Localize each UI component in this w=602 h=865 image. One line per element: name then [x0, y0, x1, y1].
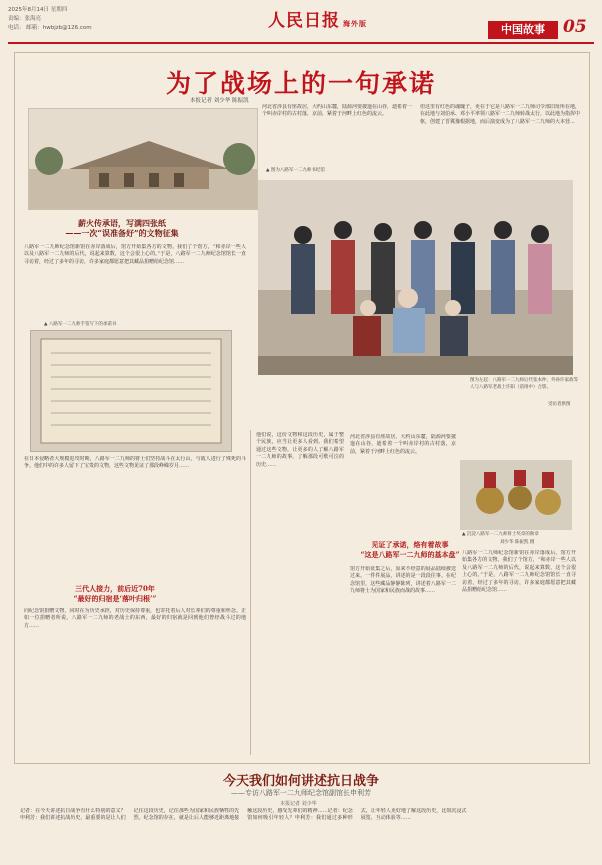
column3-text: 河北省涉县有座故居，大约山东麓，陆源河要披迤在山谷，迪希着一个叫赤岸村的古村落，京前，紧着于河畔上红色的流云。 [350, 434, 456, 455]
editor-line: 责编：张海亮 [8, 16, 42, 22]
group-photo [258, 180, 573, 375]
newspaper-logo: 人民日报 海外版 [268, 11, 367, 31]
group-photo-credit: 受访者供图 [548, 402, 571, 407]
group-photo-caption: 图为左起：八路军一二九师后代张本仲、外孙许家政等人与八路军老战士许阳（前排中）合影。 [470, 378, 578, 390]
logo-sub: 海外版 [343, 19, 367, 28]
document-photo-art [31, 331, 231, 451]
column4-text: 八路军一二九师纪念馆新馆在赤岸落成后，馆方开始集各方的文物。我们了个馆方，“和赤岸一些人以及八路军一二九师的后代，说起来算数，这个会很上心的。”于是，八路军一二九师纪念馆馆长一直寻访着，经过了多年的寻访，许多家庭都愿意把其藏品捐赠给纪念馆…… [462, 550, 576, 594]
interview-title: 今天我们如何讲述抗日战争 [222, 774, 379, 789]
museum-photo [28, 108, 258, 210]
medal-photo [460, 460, 572, 530]
section3-text: 馆方开始征集之后，原来不经意的展品陆续被送过来。一件件展品，讲述的是一段段往事。在纪念馆里，这些藏品静静陈列，讲述着八路军一二九师将士为国家和民族而战的故事…… [350, 566, 456, 595]
section1-text: 八路军一二九师纪念馆新馆在赤岸落成后，馆方开始集各方的文物。我们了个馆方，“和赤岸一些人以及八路军一二九师的后代，说起来算数，这个会很上心的。”于是，八路军一二九师纪念馆馆长一直寻访着，经过了多年的寻访，许多家庭都愿意把其藏品捐赠给纪念馆…… [24, 244, 246, 265]
section1-heading: 薪火传承语，写满四张纸 ——一次“误准备好”的文物征集 [65, 218, 179, 238]
lede-paragraph: 河北省涉县有座故居，大约山东麓，陆源河要披迤在山谷，迪希着一个叫赤岸村的古村落，京前，紧着于河畔上红色的流云。 [262, 104, 412, 118]
group-photo-art [258, 180, 573, 375]
museum-photo-art [29, 109, 257, 209]
medal-photo-art [460, 460, 572, 530]
header-rule [8, 42, 594, 44]
lede-paragraph-2: 但这里有红色的魂魄子，更在于它是八路军一二九师司令部旧址所在地，在此地与刘伯承、邓小平率领八路军一二九师转战太行，以此地为指挥中枢，创建了晋冀豫根据地，而后演变成为了八路军一二九师的大本营... [420, 104, 580, 125]
document-photo-caption: ▲ 八路军一二九师手签写下的承诺书 [44, 322, 117, 327]
interview-subtitle: ——专访八路军一二九师纪念馆副馆长申利芳 [231, 789, 371, 797]
document-photo [30, 330, 232, 452]
interview-byline: 本报记者 刘少华 [280, 801, 317, 807]
medal-caption: ▲ 沉淀八路军一二九师将士奖章的勋章 [462, 532, 539, 537]
section2-text: 向纪念馆捐赠文物，同时在为历史承担，对历史保持尊重，也寄托着后人对长辈们的尊重和怀念。正如一位捐赠者所说，八路军一二九师的老战士的东西，最好的归宿就是回到他们曾经战斗过的地方…… [24, 608, 246, 629]
header-meta [8, 6, 92, 33]
page-number: 05 [563, 17, 587, 37]
section3-heading: 见证了承诺，烙有着故事 “这是八路军一二九师的基本盘” [360, 540, 460, 559]
section2-heading: 三代人接力，前后近70年 “最好的归宿是‘落叶归根’” [73, 584, 157, 603]
interview-text: 记者：在今天讲述抗日战争有什么特别的意义？申利芳：我们讲述抗战历史，最重要的是让人们记住这段历史，记住那些为国家和民族牺牲的先烈。纪念馆的存在，就是让后人能够近距离地接触这段历史，感受先辈们的精神……记者：纪念馆如何吸引年轻人？申利芳：我们通过多种形式，让年轻人更好地了解这段历史，比如沉浸式展览、互动体验等…… [20, 808, 467, 822]
column-tag: 中国故事 [488, 21, 558, 39]
column2-text: 他们说，这份文物和这段历史，属于整个民族，应当让更多人看到。我们希望通过这些文物，让更多的人了解八路军一二九师的故事，了解那段可歌可泣的历史…… [256, 432, 344, 468]
article-byline: 本报记者 刘少华 陈振凯 [190, 98, 249, 104]
museum-photo-caption: ▲ 图为八路军一二九师书纪馆 [266, 168, 325, 173]
email-line: 邮箱：hwbjzb@126.com [26, 25, 92, 31]
date-line: 2025年8月14日 星期四 [8, 7, 68, 13]
phone-line: 电话： [8, 25, 25, 31]
medal-credit: 刘少华 陈振凯 摄 [500, 540, 535, 545]
page-header [0, 0, 602, 46]
column-rule-1 [250, 430, 251, 755]
article-title: 为了战场上的一句承诺 [165, 69, 436, 98]
column1-text: 在日本侵略者大规模进攻时期，八路军一二九师的将士们坚持战斗在太行山，与敌人进行了殊死的斗争。他们中的许多人留下了宝贵的文物，这些文物见证了那段峥嵘岁月…… [24, 456, 246, 470]
